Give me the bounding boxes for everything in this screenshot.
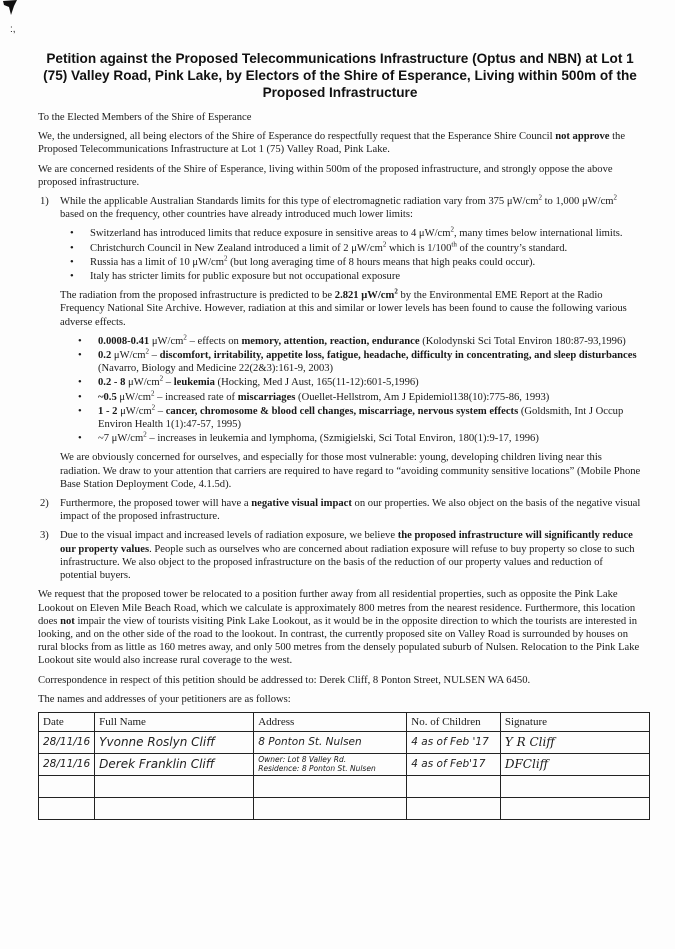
point-3-text: Due to the visual impact and increased levels of radiation exposure, we believe the proposed infrastructure will significantly reduce our property values. People such as ourselves who are concerned about radiation exposure will refuse to buy property so close to such infrastructure. We also object to the proposed infrastructure on the basis of the reduction of our property values and reduction of potential buyers.: [60, 530, 635, 582]
row-date: 28/11/16: [39, 753, 95, 775]
radiation-paragraph: The radiation from the proposed infrastructure is predicted to be 2.821 $\mu W/cm^2$ by the Environmental EME Report at the Radio Frequency National Site Archive. However, radiation at this and similar or lower levels has been found to cause the following various adverse effects.: [60, 287, 627, 328]
point-2-text: Furthermore, the proposed tower will have a negative visual impact on our properties. We also object on the basis of the negative visual impact of the proposed infrastructure.: [60, 498, 641, 523]
list-item: • 0.2 $\mu W/cm^2$ – discomfort, irritability, appetite loss, fatigue, headache, difficulty in concentrating, and sleep disturbances (Navarro, Biology and Medicine 22(2&3):161-9, 2003): [60, 349, 642, 375]
table-row: [39, 731, 650, 753]
salutation: To the Elected Members of the Shire of Esperance: [38, 112, 252, 123]
margin-marks: :,: [10, 24, 16, 35]
row-signature: DFCliff: [500, 753, 649, 775]
adverse-effects-list: [60, 335, 642, 446]
list-item: • 0.2 - 8 $\mu W/cm^2$ – leukemia (Hocking, Med J Aust, 165(11-12):601-5,1996): [60, 376, 642, 389]
row-address: Owner: Lot 8 Valley Rd. Residence: 8 Ponton St. Nulsen: [254, 753, 407, 775]
point-3: [38, 529, 642, 582]
row-name: Yvonne Roslyn Cliff: [95, 731, 254, 753]
list-item: • Christchurch Council in New Zealand introduced a limit of 2 $\mu W/cm^2$ which is 1/100th of the country’s standard.: [60, 242, 642, 255]
table-row: [39, 775, 650, 797]
names-intro: The names and addresses of your petitioners are as follows:: [38, 693, 291, 705]
petition-title: Petition against the Proposed Telecommunications Infrastructure (Optus and NBN) at Lot 1 (75) Valley Road, Pink Lake, by Electors of the Shire of Esperance, Living within 500m of the Proposed Infrastructure: [43, 51, 637, 100]
intro-paragraph: We, the undersigned, all being electors of the Shire of Esperance do respectfully request that the Esperance Shire Council not approve the Proposed Telecommunications Infrastructure at Lot 1 (75) Valley Road, Pink Lake.: [38, 131, 626, 156]
row-date: 28/11/16: [39, 731, 95, 753]
country-limits-list: [60, 227, 642, 283]
list-item: • Russia has a limit of 10 $\mu W/cm^2$ (but long averaging time of 8 hours means that high peaks could occur).: [60, 256, 642, 269]
point-3-number: 3): [40, 530, 49, 542]
point-1-number: 1): [40, 196, 49, 208]
row-name: Derek Franklin Cliff: [95, 753, 254, 775]
point-1-lead: While the applicable Australian Standards limits for this type of electromagnetic radiation vary from 375 $\mu W/cm^2$ to 1,000 $\mu W/cm^2$ based on the frequency, other countries have already introduced much lower limits:: [60, 193, 618, 221]
petition-page: [38, 50, 642, 820]
list-item: • ~0.5 $\mu W/cm^2$ – increased rate of miscarriages (Ouellet-Hellstrom, Am J Epidemiol138(10):775-86, 1993): [60, 391, 642, 404]
list-item: • Italy has stricter limits for public exposure but not occupational exposure: [60, 270, 642, 283]
petitioners-table: [38, 712, 650, 820]
concerned-paragraph: We are obviously concerned for ourselves, and especially for those most vulnerable: young, developing children living near this radiation. We draw to your attention that carriers are required to have regard to “avoiding community sensitive locations” (Mobile Phone Base Station Deployment Code, 4.1.5d).: [60, 452, 641, 490]
correspondence: Correspondence in respect of this petition should be addressed to: Derek Cliff, 8 Ponton Street, NULSEN WA 6450.: [38, 674, 531, 686]
col-address: Address: [254, 712, 407, 731]
row-children: 4 as of Feb '17: [407, 731, 501, 753]
col-signature: Signature: [500, 712, 649, 731]
list-item: • 1 - 2 $\mu W/cm^2$ – cancer, chromosome & blood cell changes, miscarriage, nervous system effects (Goldsmith, Int J Occup Environ Health 1(1):47-57, 1995): [60, 405, 642, 431]
list-item: • Switzerland has introduced limits that reduce exposure in sensitive areas to 4 $\mu W/cm^2$, many times below international limits.: [60, 227, 642, 240]
col-children: No. of Children: [407, 712, 501, 731]
row-address: 8 Ponton St. Nulsen: [254, 731, 407, 753]
ink-blot: [2, 0, 18, 16]
point-1: [38, 195, 642, 491]
table-row: [39, 797, 650, 819]
col-date: Date: [39, 712, 95, 731]
table-row: [39, 753, 650, 775]
point-2: [38, 497, 642, 523]
request-paragraph: We request that the proposed tower be relocated to a position further away from all residential properties, such as opposite the Pink Lake Lookout on Eleven Mile Beach Road, which we calculate is approximately 800 metres from the nearest residence. Furthermore, this location does not impair the view of tourists visiting Pink Lake Lookout, as it would be in the opposite direction to which the tourists are interested in looking, and on the other side of the road to the lookout. In contrast, the currently proposed site on Valley Road is surrounded by houses on rural blocks from as little as 160 metres away, and only 500 metres from the densely populated suburb of Nulsen. Relocation to the Pink Lake Lookout site would also increase rural coverage to the west.: [38, 589, 640, 667]
row-signature: Y R Cliff: [500, 731, 649, 753]
list-item: • ~7 $\mu W/cm^2$ – increases in leukemia and lymphoma, (Szmigielski, Sci Total Environ, 180(1):9-17, 1996): [60, 432, 642, 445]
row-children: 4 as of Feb'17: [407, 753, 501, 775]
concern-paragraph: We are concerned residents of the Shire of Esperance, living within 500m of the proposed infrastructure, and strongly oppose the above proposed infrastructure.: [38, 163, 613, 188]
list-item: • 0.0008-0.41 $\mu W/cm^2$ – effects on memory, attention, reaction, endurance (Kolodynski Sci Total Environ 180:87-93,1996): [60, 335, 642, 348]
table-header-row: [39, 712, 650, 731]
point-2-number: 2): [40, 498, 49, 510]
col-full-name: Full Name: [95, 712, 254, 731]
